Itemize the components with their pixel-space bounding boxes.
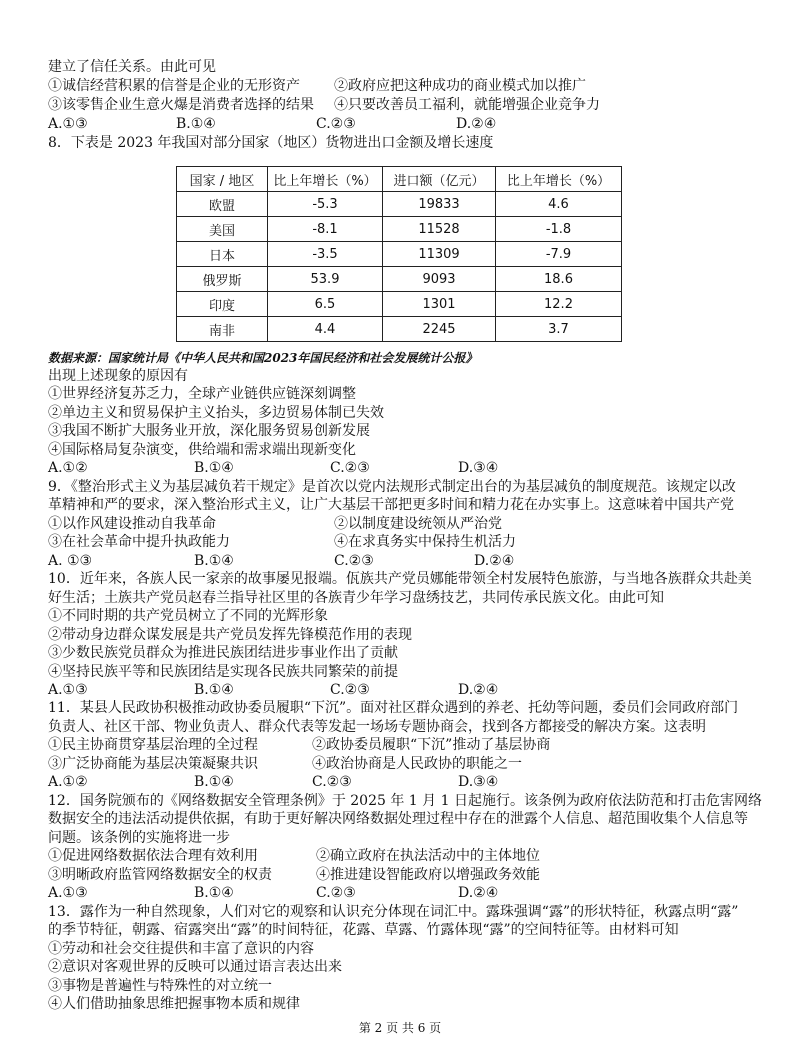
q13-stem-line-1: 13．露作为一种自然现象，人们对它的观察和认识充分体现在词汇中。露珠强调“露”的形状特征，秋露点明“露” (48, 903, 739, 920)
q10-option-2: ②带动身边群众谋发展是共产党员发挥先锋模范作用的表现 (48, 626, 412, 643)
q10-stem-line-2: 好生活；土族共产党员赵春兰指导社区里的各族青少年学习盘绣技艺，共同传承民族文化。由此可知 (48, 589, 664, 606)
q10-choice-d: D.②④ (458, 682, 499, 698)
q9-stem-line-2: 革精神和严的要求，深入整治形式主义，让广大基层干部把更多时间和精力花在办实事上。这意味着中国共产党 (48, 497, 734, 514)
q7-choice-c: C.②③ (316, 116, 356, 132)
table-cell: 12.2 (496, 292, 622, 317)
q7-option-2: ②政府应把这种成功的商业模式加以推广 (334, 78, 586, 94)
q8-option-3: ③我国不断扩大服务业开放，深化服务贸易创新发展 (48, 423, 370, 440)
data-source-note: 数据来源：国家统计局《中华人民共和国2023年国民经济和社会发展统计公报》 (48, 351, 478, 365)
table-row (177, 192, 622, 217)
q10-choice-a: A.①③ (48, 682, 88, 698)
table-cell: 4.6 (496, 192, 622, 217)
q13-option-4: ④人们借助抽象思维把握事物本质和规律 (48, 996, 300, 1012)
table-header: 国家 / 地区 (177, 167, 268, 192)
q11-option-2: ②政协委员履职“下沉”推动了基层协商 (312, 737, 551, 754)
q10-option-1: ①不同时期的共产党员树立了不同的光辉形象 (48, 608, 328, 625)
table-header-row (177, 167, 622, 192)
q13-stem-line-2: 的季节特征，朝露、宿露突出“露”的时间特征，花露、草露、竹露体现“露”的空间特征等。由材料可知 (48, 922, 679, 939)
q8-choice-c: C.②③ (330, 460, 370, 477)
table-cell: 9093 (383, 267, 496, 292)
table-cell: -5.3 (268, 192, 383, 217)
q12-choice-b: B.①④ (194, 885, 234, 902)
table-header: 比上年增长（%） (496, 167, 622, 192)
q8-choice-a: A.①② (48, 460, 88, 477)
table-cell: -8.1 (268, 217, 383, 242)
q11-option-1: ①民主协商贯穿基层治理的全过程 (48, 737, 258, 754)
table-cell: 美国 (177, 217, 268, 242)
q13-option-3: ③事物是普遍性与特殊性的对立统一 (48, 977, 272, 994)
q12-option-4: ④推进建设智能政府以增强政务效能 (316, 866, 540, 883)
table-cell: 11528 (383, 217, 496, 242)
table-cell: 2245 (383, 317, 496, 342)
table-cell: 4.4 (268, 317, 383, 342)
table-cell: 南非 (177, 317, 268, 342)
q9-option-2: ②以制度建设统领从严治党 (334, 515, 502, 532)
q12-stem-line-3: 问题。该条例的实施将进一步 (48, 829, 230, 846)
q12-option-3: ③明晰政府监管网络数据安全的权责 (48, 866, 272, 883)
q7-option-1: ①诚信经营积累的信誉是企业的无形资产 (48, 78, 300, 94)
q7-line: 建立了信任关系。由此可见 (48, 59, 216, 75)
table-cell: 18.6 (496, 267, 622, 292)
q7-option-4: ④只要改善员工福利，就能增强企业竞争力 (334, 97, 600, 113)
q10-choice-c: C.②③ (330, 682, 370, 698)
table-cell: 53.9 (268, 267, 383, 292)
q8-option-2: ②单边主义和贸易保护主义抬头，多边贸易体制已失效 (48, 404, 384, 421)
table-cell: 印度 (177, 292, 268, 317)
q13-option-1: ①劳动和社会交往提供和丰富了意识的内容 (48, 940, 314, 957)
table-row (177, 242, 622, 267)
q12-option-1: ①促进网络数据依法合理有效利用 (48, 848, 258, 865)
q7-option-3: ③该零售企业生意火爆是消费者选择的结果 (48, 97, 314, 113)
table-cell: 11309 (383, 242, 496, 267)
table-row (177, 317, 622, 342)
q12-stem-line-1: 12．国务院颁布的《网络数据安全管理条例》于 2025 年 1 月 1 日起施行。该条例为政府依法防范和打击危害网络 (48, 792, 762, 809)
q9-option-3: ③在社会革命中提升执政能力 (48, 534, 230, 551)
table-cell: -3.5 (268, 242, 383, 267)
q8-question: 出现上述现象的原因有 (48, 368, 188, 384)
q10-stem-line-1: 10．近年来，各族人民一家亲的故事屡见报端。佤族共产党员娜能带领全村发展特色旅游，与当地各族群众共赴美 (48, 571, 752, 588)
q12-stem-line-2: 数据安全的违法活动提供依据，有助于更好解决网络数据处理过程中存在的泄露个人信息、超范围收集个人信息等 (48, 811, 748, 828)
table-cell: 6.5 (268, 292, 383, 317)
q11-stem-line-2: 负责人、社区干部、物业负责人、群众代表等发起一场场专题协商会，找到各方都接受的解决方案。这表明 (48, 718, 706, 735)
q11-choice-d: D.③④ (458, 774, 499, 791)
q8-stem: 8．下表是 2023 年我国对部分国家（地区）货物进出口金额及增长速度 (48, 135, 494, 151)
q12-option-2: ②确立政府在执法活动中的主体地位 (316, 848, 540, 865)
q11-option-4: ④政治协商是人民政协的职能之一 (312, 755, 522, 772)
q9-option-1: ①以作风建设推动自我革命 (48, 515, 216, 532)
q7-choice-d: D.②④ (456, 116, 497, 132)
q8-choice-b: B.①④ (194, 460, 234, 477)
table-cell: 3.7 (496, 317, 622, 342)
table-row (177, 292, 622, 317)
q11-option-3: ③广泛协商能为基层决策凝聚共识 (48, 755, 258, 772)
table-cell: 俄罗斯 (177, 267, 268, 292)
q12-choice-d: D.②④ (458, 885, 499, 902)
table-cell: -1.8 (496, 217, 622, 242)
q12-choice-a: A.①③ (48, 885, 88, 902)
q11-choice-c: C.②③ (312, 774, 352, 791)
q9-stem-line-1: 9．《整治形式主义为基层减负若干规定》是首次以党内法规形式制定出台的为基层减负的制度规范。该规定以改 (48, 478, 736, 495)
table-row (177, 217, 622, 242)
q11-stem-line-1: 11．某县人民政协积极推动政协委员履职“下沉”。面对社区群众遇到的养老、托幼等问题，委员们会同政府部门 (48, 700, 739, 717)
table-header: 进口额（亿元） (383, 167, 496, 192)
q12-choice-c: C.②③ (316, 885, 356, 902)
table-row (177, 267, 622, 292)
q10-option-4: ④坚持民族平等和民族团结是实现各民族共同繁荣的前提 (48, 663, 398, 680)
q9-option-4: ④在求真务实中保持生机活力 (334, 534, 516, 551)
table-cell: 欧盟 (177, 192, 268, 217)
q8-option-1: ①世界经济复苏乏力，全球产业链供应链深刻调整 (48, 386, 356, 403)
q7-choice-b: B.①④ (176, 116, 216, 132)
table-cell: 日本 (177, 242, 268, 267)
q8-option-4: ④国际格局复杂演变，供给端和需求端出现新变化 (48, 441, 356, 458)
table-cell: 19833 (383, 192, 496, 217)
page-footer: 第 2 页 共 6 页 (358, 1021, 442, 1035)
table-header: 比上年增长（%） (268, 167, 383, 192)
q11-choice-b: B.①④ (194, 774, 234, 791)
table-cell: 1301 (383, 292, 496, 317)
trade-table (176, 166, 622, 342)
q9-choice-d: D.②④ (474, 552, 515, 569)
q8-choice-d: D.③④ (458, 460, 499, 477)
q9-choice-c: C.②③ (334, 552, 374, 569)
q11-choice-a: A.①② (48, 774, 88, 791)
q9-choice-b: B.①④ (194, 552, 234, 569)
q10-option-3: ③少数民族党员群众为推进民族团结进步事业作出了贡献 (48, 645, 398, 662)
q9-choice-a: A. ①③ (48, 552, 93, 569)
q13-option-2: ②意识对客观世界的反映可以通过语言表达出来 (48, 959, 342, 976)
q10-choice-b: B.①④ (194, 682, 234, 698)
q7-choice-a: A.①③ (48, 116, 88, 132)
table-cell: -7.9 (496, 242, 622, 267)
